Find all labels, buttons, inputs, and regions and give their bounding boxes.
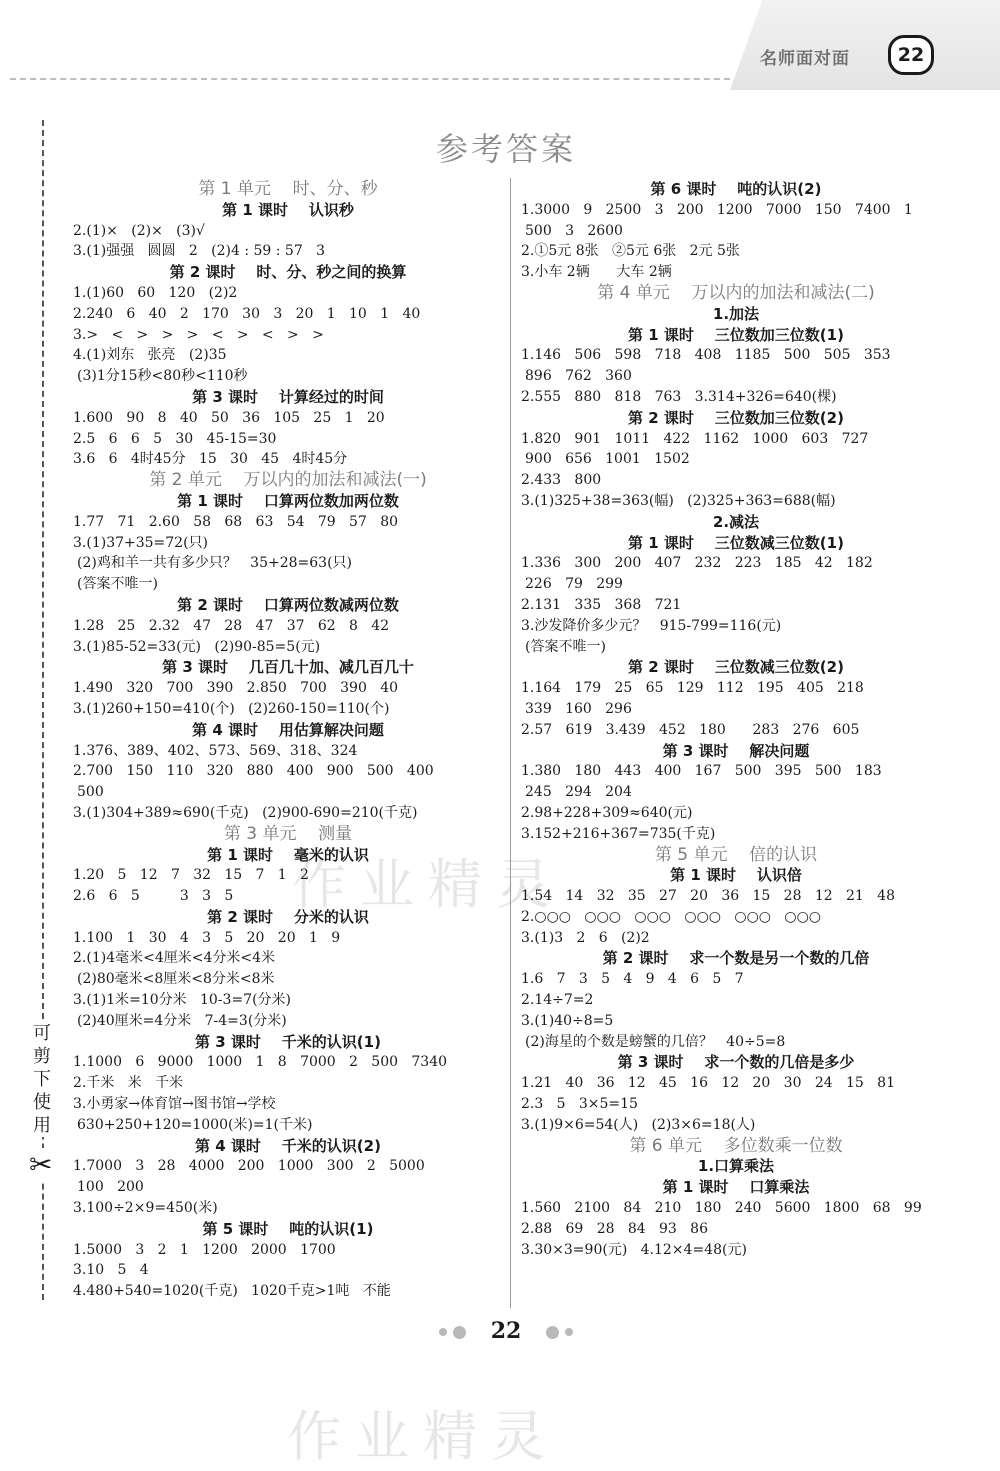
answer-line: 630+250+120=1000(米)=1(千米)	[77, 1116, 313, 1133]
right-answer-column	[521, 179, 951, 1260]
answer-line: 1.146 506 598 718 408 1185 500 505 353	[521, 347, 891, 364]
answer-line: 100 200	[77, 1179, 144, 1196]
unit-heading: 第 2 单元 万以内的加法和减法(一)	[149, 470, 427, 491]
lesson-heading: 第 1 课时 认识倍	[670, 866, 802, 885]
answer-line: 1.7000 3 28 4000 200 1000 300 2 5000	[73, 1158, 425, 1175]
answer-line: 2.700 150 110 320 880 400 900 500 400	[73, 763, 434, 780]
answer-line: 4.480+540=1020(千克) 1020千克>1吨 不能	[73, 1283, 391, 1300]
answer-line: 3.152+216+367=735(千克)	[521, 825, 716, 842]
answer-line: 1.490 320 700 390 2.850 700 390 40	[73, 680, 399, 697]
answer-line: 3.10 5 4	[73, 1262, 149, 1279]
answer-line: 2.433 800	[521, 472, 602, 489]
unit-heading: 第 4 单元 万以内的加法和减法(二)	[597, 282, 875, 303]
lesson-heading: 第 5 课时 吨的认识(1)	[202, 1219, 374, 1238]
watermark-center: 作业精灵	[292, 853, 564, 916]
answer-line: 2.3 5 3×5=15	[521, 1096, 638, 1113]
answer-line: 2.○○○ ○○○ ○○○ ○○○ ○○○ ○○○	[521, 908, 821, 925]
answer-line: 1.77 71 2.60 58 68 63 54 79 57 80	[73, 513, 399, 530]
answer-line: (2)鸡和羊一共有多少只？ 35+28=63(只)	[77, 555, 353, 572]
lesson-heading: 第 6 课时 吨的认识(2)	[650, 180, 822, 198]
section-heading: 2.减法	[712, 512, 760, 531]
answer-line: 500 3 2600	[525, 222, 623, 239]
brand-label: 名师面对面	[760, 49, 850, 69]
column-divider	[510, 178, 511, 1308]
unit-heading: 第 3 单元 测量	[223, 823, 353, 844]
answer-line: 896 762 360	[525, 368, 632, 385]
lesson-heading: 第 1 课时 三位数加三位数(1)	[628, 325, 844, 344]
lesson-heading: 第 3 课时 千米的认识(1)	[195, 1032, 381, 1051]
lesson-heading: 第 2 课时 求一个数是另一个数的几倍	[602, 949, 870, 968]
answer-line: (答案不唯一)	[77, 576, 158, 593]
answer-line: 3.(1)强强 圆圆 2 (2)4 : 59 : 57 3	[73, 243, 326, 260]
answer-line: (答案不唯一)	[525, 638, 606, 655]
answer-line: 245 294 204	[525, 784, 632, 801]
lesson-heading: 第 1 课时 毫米的认识	[207, 845, 369, 864]
answer-line: 1.20 5 12 7 32 15 7 1 2	[73, 867, 309, 884]
footer-page-number: 22	[490, 1318, 522, 1344]
unit-heading: 第 1 单元 时、分、秒	[198, 179, 378, 199]
lesson-heading: 第 3 课时 计算经过的时间	[192, 387, 384, 406]
lesson-heading: 第 1 课时 口算乘法	[662, 1178, 810, 1197]
answer-line: 1.5000 3 2 1 1200 2000 1700	[73, 1241, 336, 1258]
answer-line: 1.376、389、402、573、569、318、324	[73, 742, 358, 759]
answer-line: 2.57 619 3.439 452 180 283 276 605	[521, 721, 860, 738]
answer-line: 1.820 901 1011 422 1162 1000 603 727	[521, 430, 869, 447]
answer-line: 2.(1)× (2)× (3)√	[73, 222, 205, 239]
scissors-icon: ✂	[29, 1148, 53, 1181]
answer-line: 1.100 1 30 4 3 5 20 20 1 9	[73, 929, 341, 946]
left-answer-column	[73, 179, 503, 1302]
lesson-heading: 第 2 课时 三位数加三位数(2)	[628, 408, 844, 427]
header-dashed-line	[10, 78, 730, 80]
footer	[0, 1318, 1000, 1344]
answer-line: 2.千米 米 千米	[73, 1075, 184, 1092]
answer-line: 2.98+228+309≈640(元)	[521, 804, 693, 821]
page-number-badge: 22	[888, 35, 934, 75]
answer-line: (2)80毫米<8厘米<8分米<8米	[77, 971, 275, 988]
answer-line: 2.555 880 818 763 3.314+326=640(棵)	[521, 388, 837, 405]
lesson-heading: 第 2 课时 分米的认识	[207, 907, 369, 926]
unit-heading: 第 5 单元 倍的认识	[654, 844, 818, 865]
answer-line: 1.380 180 443 400 167 500 395 500 183	[521, 763, 882, 780]
answer-line: (3)1分15秒<80秒<110秒	[77, 368, 248, 385]
page-title: 参考答案	[435, 130, 576, 168]
answer-line: 3.(1)325+38=363(幅) (2)325+363=688(幅)	[521, 492, 836, 509]
answer-line: 339 160 296	[525, 700, 632, 717]
lesson-heading: 第 2 课时 三位数减三位数(2)	[628, 658, 844, 677]
lesson-heading: 第 4 课时 千米的认识(2)	[195, 1136, 381, 1155]
answer-line: 1.1000 6 9000 1000 1 8 7000 2 500 7340	[73, 1054, 448, 1071]
answer-line: 3.(1)40÷8=5	[521, 1012, 614, 1029]
answer-line: 2.(1)4毫米<4厘米<4分米<4米	[73, 950, 276, 967]
answer-line: 1.3000 9 2500 3 200 1200 7000 150 7400 1	[521, 201, 913, 218]
answer-line: 3.(1)37+35=72(只)	[73, 534, 209, 551]
footer-dot	[546, 1326, 559, 1339]
answer-line: 3.6 6 4时45分 15 30 45 4时45分	[73, 451, 348, 468]
lesson-heading: 第 1 课时 口算两位数加两位数	[177, 491, 399, 510]
answer-line: 3.100÷2×9=450(米)	[73, 1200, 218, 1217]
answer-line: 3.(1)9×6=54(人) (2)3×6=18(人)	[521, 1116, 756, 1133]
lesson-heading: 第 3 课时 解决问题	[662, 741, 810, 760]
answer-line: 900 656 1001 1502	[525, 451, 690, 468]
answer-line: 3.(1)3 2 6 (2)2	[521, 929, 650, 946]
answer-line: 226 79 299	[525, 576, 623, 593]
answer-line: (2)40厘米=4分米 7-4=3(分米)	[77, 1012, 287, 1029]
watermark-bottom: 作业精灵	[287, 1405, 559, 1468]
answer-line: 3.沙发降价多少元？ 915-799=116(元)	[521, 617, 782, 634]
answer-line: 1.336 300 200 407 232 223 185 42 182	[521, 555, 873, 572]
lesson-heading: 第 2 课时 口算两位数减两位数	[177, 595, 399, 614]
answer-line: 2.14÷7=2	[521, 992, 594, 1009]
answer-line: 1.600 90 8 40 50 36 105 25 1 20	[73, 409, 385, 426]
answer-line: 1.560 2100 84 210 180 240 5600 1800 68 99	[521, 1200, 922, 1217]
answer-line: 3.(1)85-52=33(元) (2)90-85=5(元)	[73, 638, 321, 655]
answer-line: 2.①5元 8张 ②5元 6张 2元 5张	[521, 243, 740, 260]
answer-line: 500	[77, 784, 104, 801]
unit-heading: 第 6 单元 多位数乘一位数	[629, 1135, 843, 1156]
answer-line: 3.(1)260+150=410(个) (2)260-150=110(个)	[73, 700, 390, 717]
answer-line: 2.5 6 6 5 30 45-15=30	[73, 430, 277, 447]
answer-line: 4.(1)刘东 张亮 (2)35	[73, 347, 227, 364]
answer-line: 1.(1)60 60 120 (2)2	[73, 284, 238, 301]
lesson-heading: 第 1 课时 三位数减三位数(1)	[628, 533, 844, 552]
cut-label: 可 剪 下 使 用	[30, 1022, 54, 1137]
answer-line: 1.54 14 32 35 27 20 36 15 28 12 21 48	[521, 888, 895, 905]
answer-line: 3.小勇家→体育馆→图书馆→学校	[73, 1096, 276, 1113]
answer-line: 3.30×3=90(元) 4.12×4=48(元)	[521, 1241, 747, 1258]
footer-dot	[453, 1326, 466, 1339]
lesson-heading: 第 1 课时 认识秒	[222, 200, 354, 219]
lesson-heading: 第 3 课时 几百几十加、减几百几十	[162, 658, 414, 677]
answer-line: 1.164 179 25 65 129 112 195 405 218	[521, 680, 864, 697]
footer-dot	[439, 1328, 447, 1336]
lesson-heading: 第 2 课时 时、分、秒之间的换算	[169, 263, 407, 282]
answer-line: 1.28 25 2.32 47 28 47 37 62 8 42	[73, 617, 390, 634]
answer-line: 3.> < > > > < > < > >	[73, 326, 324, 343]
footer-dot	[565, 1328, 573, 1336]
section-heading: 1.加法	[712, 304, 760, 323]
answer-line: 2.6 6 5 3 3 5	[73, 888, 234, 905]
answer-line: 2.240 6 40 2 170 30 3 20 1 10 1 40	[73, 305, 421, 322]
answer-line: 1.21 40 36 12 45 16 12 20 30 24 15 81	[521, 1075, 895, 1092]
lesson-heading: 第 3 课时 求一个数的几倍是多少	[617, 1053, 855, 1072]
lesson-heading: 第 4 课时 用估算解决问题	[192, 720, 384, 739]
answer-line: 3.小车 2辆 大车 2辆	[521, 264, 672, 281]
answer-line: 2.88 69 28 84 93 86	[521, 1220, 708, 1237]
answer-line: (2)海星的个数是螃蟹的几倍？ 40÷5=8	[525, 1033, 786, 1050]
section-heading: 1.口算乘法	[697, 1157, 775, 1176]
answer-line: 3.(1)304+389≈690(千克) (2)900-690=210(千克)	[73, 804, 418, 821]
answer-line: 3.(1)1米=10分米 10-3=7(分米)	[73, 992, 292, 1009]
answer-line: 1.6 7 3 5 4 9 4 6 5 7	[521, 971, 744, 988]
answer-line: 2.131 335 368 721	[521, 596, 682, 613]
